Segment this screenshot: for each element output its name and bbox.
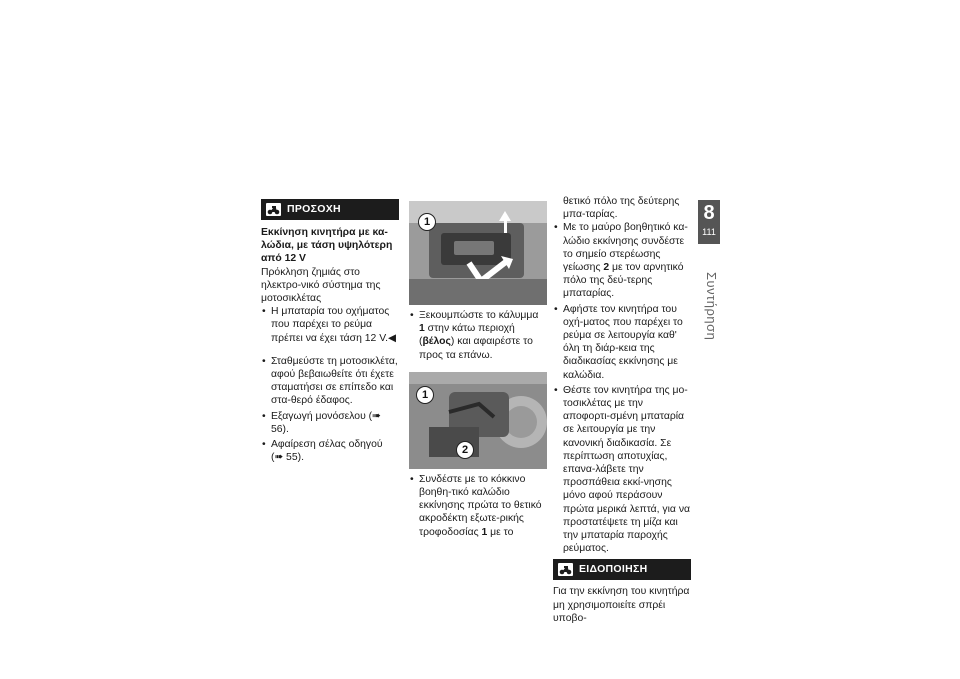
callout-2: 2 [456,441,474,459]
list-item [261,438,399,464]
list-item: • Θέστε τον κινητήρα της μο-τοσικλέτας με την αποφορτι-σμένη μπαταρία σε λειτουργία με την κανονική διαδικασία. Σε περίπτωση αποτυχίας, επανα-λάβετε την προσπάθεια εκκί-νησης μόνο αφού περάσουν πρώτα μερικά λεπτά, για να προστατέψετε τη μίζα και την μπαταρία παροχής ρεύματος. [553,384,691,556]
column-middle [409,201,547,541]
callout-1: 1 [416,386,434,404]
list-item: • Εξαγωγή μονόσελου (➠ 56). [261,410,399,436]
step-ref-number: 1 [481,526,488,538]
list-item [553,221,691,300]
step-text: Με το μαύρο βοηθητικό κα-λώδιο εκκίνησης συνδέστε το σημείο στερέωσης γείωσης [563,222,688,274]
step-text: Ξεκουμπώστε το κάλυμμα [419,310,539,321]
step-ref-number: 1 [419,323,425,335]
caution-heading: Εκκίνηση κινητήρα με κα-λώδια, με τάση υψηλότερη από 12 V [261,227,393,265]
notice-text: Για την εκκίνηση του κινητήρα μη χρησιμοποιείτε σπρέι υποβο- [553,586,690,624]
step-emphasis: βέλος [422,336,451,348]
step-text: με τον αρνητικό πόλο της δεύ-τερης μπαταρίας. [563,262,684,300]
caution-title: ΠΡΟΣΟΧΗ [287,202,341,215]
list-item: • Σταθμεύστε τη μοτοσικλέτα, αφού βεβαιωθείτε ότι έχετε σταματήσει σε επίπεδο και στα-θερό έδαφος. [261,355,399,408]
battery-cover-photo [409,201,547,305]
caution-list [261,305,399,345]
list-item [409,473,547,539]
step-text: στην κάτω περιοχή ( [419,323,515,348]
list-item-text: Αφαίρεση σέλας οδηγού [271,439,383,451]
column-left [261,199,399,466]
motorcycle-icon [266,203,281,216]
step-text: με το [487,526,514,538]
chapter-tab [698,200,720,244]
step-list [553,221,691,555]
list-item: • Η μπαταρία του οχήματος που παρέχει το ρεύμα πρέπει να έχει τάση 12 V.◀ [261,305,399,345]
step-list [409,473,547,539]
chapter-number: 8 [703,202,715,224]
callout-1: 1 [418,213,436,231]
notice-title: ΕΙΔΟΠΟΙΗΣΗ [579,563,648,576]
page-number: 111 [702,227,716,237]
step-list [261,355,399,465]
chapter-side-label: Συντήρηση [704,272,719,341]
caution-intro: Πρόκληση ζημιάς στο ηλεκτρο-νικό σύστημα της μοτοσικλέτας [261,266,381,305]
step-ref-number: 2 [603,262,610,274]
step-text: Συνδέστε με το κόκκινο βοηθη-τικό καλώδιο εκκίνησης πρώτα το θετικό ακροδέκτη εξωτε-ρικής τροφοδοσίας [419,473,542,538]
caution-header [261,199,399,220]
engine-terminal-photo [409,372,547,469]
motorcycle-icon [558,563,573,576]
page-reference: (➠ 55). [271,452,304,464]
continued-text: θετικό πόλο της δεύτερης μπα-ταρίας. [563,196,680,221]
column-right [553,195,691,625]
notice-header [553,559,691,580]
step-text: ) και αφαιρέστε το προς τα επάνω. [419,336,533,361]
list-item [409,309,547,362]
step-list [409,309,547,362]
list-item: • Αφήστε τον κινητήρα του οχή-ματος που παρέχει το ρεύμα σε λειτουργία καθ' όλη τη διάρ-κεια της διαδικασίας εκκίνησης με καλώδια. [553,303,691,382]
